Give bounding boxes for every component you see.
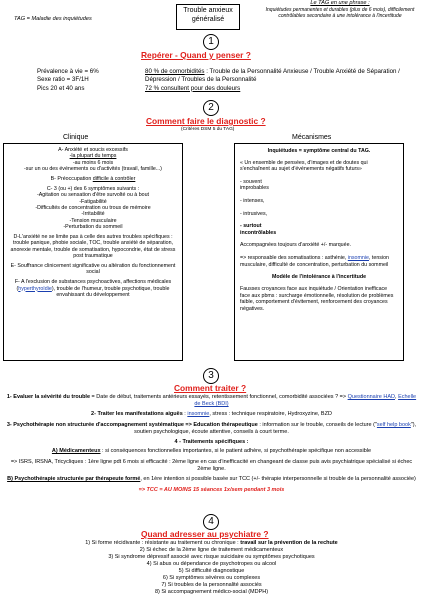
crit-c-2: -Fatigabilité xyxy=(79,198,107,205)
beck-link[interactable]: Echelle de Beck (BDI) xyxy=(194,394,417,408)
phrase-block xyxy=(265,0,415,19)
mec-resp-2: , tension musculaire, difficulté de concentration, perturbation du sommeil xyxy=(240,255,390,268)
crit-c-4: -Irritabilité xyxy=(81,211,105,218)
section-4-title: Quand adresser au psychiatre ? xyxy=(141,529,269,539)
crit-b xyxy=(7,176,179,182)
crit-a-2: -au moins 6 mois xyxy=(72,159,114,166)
comorbidity-label: 80 % de comorbidités xyxy=(145,68,205,75)
referral-item-1-text: 1) Si forme récidivante : résistante au traitement ou chronique : xyxy=(85,540,241,546)
treat-b xyxy=(6,476,417,483)
referral-item-8: 8) Si accompagnement médico-social (MDPH) xyxy=(154,589,269,596)
section-3-title: Comment traiter ? xyxy=(174,383,247,393)
phrase-title: Le TAG en une phrase : xyxy=(310,0,370,6)
section-1-title: Repérer - Quand y penser ? xyxy=(141,50,251,60)
referral-item-7: 7) Si troubles de la personnalité associés xyxy=(161,582,262,589)
referral-item-1-bold: travail sur la prévention de la rechute xyxy=(240,540,338,546)
treat-b-text: , en 1ère intention si possible basée sur TCC (+/- thérapie interpersonnelle si trouble de la personnalité associée) xyxy=(140,476,416,483)
insomnie-link-1[interactable]: insomnie xyxy=(347,255,369,262)
section-2-title: Comment faire le diagnostic ? xyxy=(146,116,266,126)
crit-c-5: -Tension musculaire xyxy=(69,217,117,224)
mec-title: Inquiétudes = symptôme central du TAG. xyxy=(267,148,371,154)
epidemiology xyxy=(37,68,99,93)
clinique-box xyxy=(3,143,183,361)
section-2-number: 2 xyxy=(203,100,219,116)
crit-b-underlined: difficile à contrôler xyxy=(92,176,136,182)
referral-item-3: 3) Si syndrome dépressif associé avec risque suicidaire ou symptômes psychotiques xyxy=(108,554,315,561)
treat-2-text-a: : xyxy=(182,411,188,418)
crit-d-2: trouble panique, phobie sociale, TOC, trouble anxiété de séparation, anorexie mentale, trouble de somatisation, hypocondrie, état de stress post traumatique xyxy=(10,240,176,260)
crit-c-title: C- 3 (ou +) des 6 symptômes suivants : xyxy=(46,185,140,192)
comorbidities xyxy=(145,68,415,93)
phrase-text: Inquiétudes permanentes et durables (plus de 6 mois), difficilement contrôlables secondaire à une intolérance à l'incertitude xyxy=(265,6,415,19)
treat-isrs: => ISRS, IRSNA, Tricycliques : 1ère ligne pdt 6 mois si efficacité : 2ème ligne en cas d'inefficacité en changeant de classe puis avis psychiatrique spécialisé si échec 2ème ligne. xyxy=(10,458,413,472)
crit-f-1: F- A l'exclusion de substances psychoactives, affections médicales ( xyxy=(14,279,172,292)
crit-f-2: ), trouble de l'humeur, trouble psychotique, trouble envahissant du développement xyxy=(51,285,170,298)
treat-b-bold: B) Psychothérapie structurée par thérapeute formé xyxy=(7,476,141,483)
treat-2-text-b: , stress : technique respiratoire, Hydroxyzine, BZD xyxy=(209,411,332,418)
peaks: Pics 20 et 40 ans xyxy=(37,84,85,92)
mecanismes-box xyxy=(234,143,404,361)
treat-a-text: : si conséquences fonctionnelles importantes, si le patient adhère, si psychothérapie spécifique non accessible xyxy=(100,448,372,455)
tag-note: TAG = Maladie des inquiétudes xyxy=(14,16,92,22)
treat-1-text: = Date de début, traitements antérieurs essayés, retentissement fonctionnel, comorbidité associées ? => xyxy=(90,394,348,400)
hyperthyroidie-link[interactable]: hyperthyroïdie xyxy=(18,285,52,292)
comorbidity-list: : Trouble de la Personnalité Anxieuse / Trouble Anxiété de Séparation / Dépression / Troubles de la Personnalité xyxy=(145,68,400,84)
mec-l1b: improbables xyxy=(240,185,269,192)
crit-c-1: -Agitation ou sensation d'être survolté ou à bout xyxy=(36,192,150,199)
col-mecanismes: Mécanismes xyxy=(292,134,332,141)
consult-text: 72 % consultent pour des douleurs xyxy=(145,84,241,92)
section-1-number: 1 xyxy=(203,34,219,50)
treat-3-text-b: "), soutien psychologique, écoute attentive, conseils à court terme. xyxy=(134,421,417,435)
self-help-book-link[interactable]: self help book xyxy=(376,421,411,428)
crit-c-3: -Difficultés de concentration ou trous de mémoire xyxy=(35,205,151,211)
crit-a-3: -sur un ou des événements ou d'activités (travail, famille...) xyxy=(24,166,162,173)
mec-l3: - intrusives, xyxy=(240,210,268,217)
title-line-1: Trouble anxieux xyxy=(183,7,233,14)
prevalence: Prévalence à vie = 6% xyxy=(37,68,99,75)
col-clinique: Clinique xyxy=(63,134,89,141)
mec-l1: - souvent xyxy=(240,178,262,185)
mec-l2: - intenses, xyxy=(240,198,265,205)
treat-3-bold: 3- Psychothérapie non structurée d'accompagnement systématique => Education thérapeutique xyxy=(6,421,258,428)
treat-1-sep: , xyxy=(395,394,399,400)
had-link[interactable]: Questionnaire HAD xyxy=(347,394,395,400)
referral-item-5: 5) Si difficulté diagnostique xyxy=(178,568,245,575)
treat-2 xyxy=(6,411,417,418)
mec-accompanied: Accompagnées toujours d'anxiété +/- marquée. xyxy=(240,242,351,249)
section-3-number: 3 xyxy=(203,368,219,384)
mec-resp xyxy=(240,255,398,268)
referral-item-6: 6) Si symptômes sévères ou complexes xyxy=(162,575,261,582)
mec-intro: « Un ensemble de pensées, d'images et de doutes qui s'enchaînent au sujet d'événements négatifs futurs» xyxy=(240,159,368,173)
treat-tcc: => TCC = AU MOINS 15 séances 1x/sem pendant 3 mois xyxy=(138,486,285,493)
crit-a-title: A- Anxiété et soucis excessifs xyxy=(58,147,128,153)
crit-c-6: -Perturbation du sommeil xyxy=(63,224,123,231)
crit-a-1: -la plupart du temps xyxy=(69,153,117,160)
referral-item-1 xyxy=(10,540,413,547)
treat-a-bold: A) Médicamenteux xyxy=(51,448,101,455)
treat-2-bold: 2- Traiter les manifestations aiguës xyxy=(91,411,183,418)
title-box xyxy=(176,4,240,30)
crit-b-label: B- Préoccupation xyxy=(50,176,93,182)
treatment-block xyxy=(6,394,417,494)
treat-1-bold: 1- Evaluer la sévérité du trouble xyxy=(6,394,91,400)
crit-e: E- Souffrance clinicement significative ou altération du fonctionnement social xyxy=(10,263,176,276)
referral-item-4: 4) Si abus ou dépendance de psychotropes ou alcool xyxy=(146,561,277,568)
treat-3-text-a: : information sur le trouble, conseils de lecture (" xyxy=(257,421,377,428)
section-2-subtitle: (Critères DSM 5 du TAG) xyxy=(181,127,235,132)
mec-model: Modèle de l'intolérance à l'incertitude xyxy=(271,274,367,281)
treat-3 xyxy=(6,422,417,436)
treat-4: 4 - Traitements spécifiques : xyxy=(174,439,249,446)
treat-1 xyxy=(6,394,417,408)
crit-f xyxy=(7,279,179,298)
mec-model-text: Fausses croyances face aux inquiétude / Orientation inefficace face aux pbms : surcharge émotionnelle, résolution de problèmes faible, comportement d'évitement, renforcement des croyances négatives. xyxy=(240,285,394,312)
sex-ratio: Sexe ratio = 3F/1H xyxy=(37,76,89,84)
section-4-number: 4 xyxy=(203,514,219,530)
crit-d-1: D-L'anxiété ne se limite pas à celle des autres troubles spécifiques : xyxy=(13,234,173,240)
mec-resp-1: => responsable des somatisations : asthénie, xyxy=(240,255,348,262)
title-line-2: généralisé xyxy=(191,15,225,23)
comorbidity-text xyxy=(145,68,415,85)
mec-l4: - surtout xyxy=(240,223,262,230)
mec-l4b: incontrôlables xyxy=(240,229,277,236)
treat-a xyxy=(6,448,417,455)
referral-item-2: 2) Si échec de la 2ème ligne de traitement médicamenteux xyxy=(139,547,284,554)
referral-list xyxy=(10,540,413,596)
insomnie-link-2[interactable]: insomnie xyxy=(187,411,210,418)
